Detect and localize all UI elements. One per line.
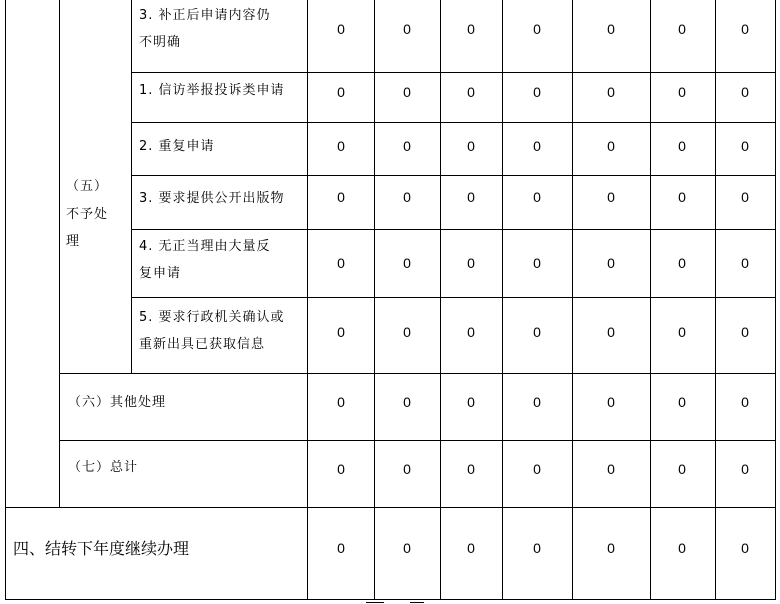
value-cell: 0 <box>607 540 615 556</box>
col-border <box>502 0 503 600</box>
row-label: 3. 补正后申请内容仍 <box>139 8 271 23</box>
value-cell: 0 <box>607 84 615 100</box>
row-label: 3. 要求提供公开出版物 <box>139 191 285 206</box>
value-cell: 0 <box>607 394 615 410</box>
group-label: 不予处 <box>66 207 109 222</box>
value-cell: 0 <box>467 84 475 100</box>
row-label: （六）其他处理 <box>68 395 167 410</box>
value-cell: 0 <box>678 84 686 100</box>
col-border <box>5 0 6 600</box>
row-label: 2. 重复申请 <box>139 139 215 154</box>
value-cell: 0 <box>741 138 749 154</box>
value-cell: 0 <box>741 255 749 271</box>
value-cell: 0 <box>533 84 541 100</box>
col-border <box>715 0 716 600</box>
value-cell: 0 <box>533 540 541 556</box>
value-cell: 0 <box>403 84 411 100</box>
value-cell: 0 <box>467 461 475 477</box>
value-cell: 0 <box>607 21 615 37</box>
row-border <box>131 72 775 73</box>
row-label: 4. 无正当理由大量反 <box>139 239 271 254</box>
value-cell: 0 <box>533 324 541 340</box>
value-cell: 0 <box>741 540 749 556</box>
value-cell: 0 <box>337 255 345 271</box>
col-border <box>59 0 60 508</box>
col-border <box>374 0 375 600</box>
value-cell: 0 <box>533 461 541 477</box>
value-cell: 0 <box>533 255 541 271</box>
row-label: 复申请 <box>139 266 182 281</box>
row-border <box>59 373 775 374</box>
row-label: （七）总计 <box>68 460 139 475</box>
value-cell: 0 <box>337 21 345 37</box>
value-cell: 0 <box>467 324 475 340</box>
value-cell: 0 <box>467 540 475 556</box>
value-cell: 0 <box>678 255 686 271</box>
value-cell: 0 <box>337 324 345 340</box>
row-border <box>131 122 775 123</box>
value-cell: 0 <box>467 189 475 205</box>
value-cell: 0 <box>607 189 615 205</box>
row-border <box>59 440 775 441</box>
value-cell: 0 <box>467 255 475 271</box>
row-label: 不明确 <box>139 35 182 50</box>
value-cell: 0 <box>741 394 749 410</box>
row-label: 5. 要求行政机关确认或 <box>139 310 285 325</box>
value-cell: 0 <box>678 189 686 205</box>
value-cell: 0 <box>403 21 411 37</box>
value-cell: 0 <box>337 84 345 100</box>
value-cell: 0 <box>678 461 686 477</box>
value-cell: 0 <box>741 21 749 37</box>
col-border <box>572 0 573 600</box>
col-border <box>131 0 132 374</box>
value-cell: 0 <box>467 138 475 154</box>
row-label: 四、结转下年度继续办理 <box>13 539 190 558</box>
col-border <box>775 0 776 600</box>
value-cell: 0 <box>533 394 541 410</box>
value-cell: 0 <box>533 189 541 205</box>
col-border <box>440 0 441 600</box>
value-cell: 0 <box>337 540 345 556</box>
value-cell: 0 <box>678 21 686 37</box>
value-cell: 0 <box>403 324 411 340</box>
row-label: 1. 信访举报投诉类申请 <box>139 83 285 98</box>
value-cell: 0 <box>337 189 345 205</box>
value-cell: 0 <box>607 255 615 271</box>
col-border <box>307 0 308 600</box>
value-cell: 0 <box>678 540 686 556</box>
row-label: 重新出具已获取信息 <box>139 337 266 352</box>
value-cell: 0 <box>741 84 749 100</box>
value-cell: 0 <box>337 138 345 154</box>
value-cell: 0 <box>741 461 749 477</box>
page-break-mark <box>410 602 424 603</box>
value-cell: 0 <box>741 324 749 340</box>
row-border <box>131 175 775 176</box>
value-cell: 0 <box>403 255 411 271</box>
row-border <box>131 229 775 230</box>
value-cell: 0 <box>607 461 615 477</box>
value-cell: 0 <box>607 324 615 340</box>
value-cell: 0 <box>403 189 411 205</box>
value-cell: 0 <box>337 461 345 477</box>
row-border <box>131 297 775 298</box>
value-cell: 0 <box>337 394 345 410</box>
value-cell: 0 <box>467 21 475 37</box>
value-cell: 0 <box>403 394 411 410</box>
value-cell: 0 <box>403 540 411 556</box>
value-cell: 0 <box>607 138 615 154</box>
value-cell: 0 <box>533 21 541 37</box>
row-border <box>5 507 775 508</box>
row-border <box>5 599 775 600</box>
value-cell: 0 <box>678 394 686 410</box>
value-cell: 0 <box>467 394 475 410</box>
value-cell: 0 <box>403 461 411 477</box>
group-label: （五） <box>66 179 109 194</box>
value-cell: 0 <box>678 324 686 340</box>
page-break-mark <box>366 602 384 603</box>
value-cell: 0 <box>741 189 749 205</box>
group-label: 理 <box>66 234 81 249</box>
col-border <box>650 0 651 600</box>
value-cell: 0 <box>403 138 411 154</box>
value-cell: 0 <box>533 138 541 154</box>
value-cell: 0 <box>678 138 686 154</box>
